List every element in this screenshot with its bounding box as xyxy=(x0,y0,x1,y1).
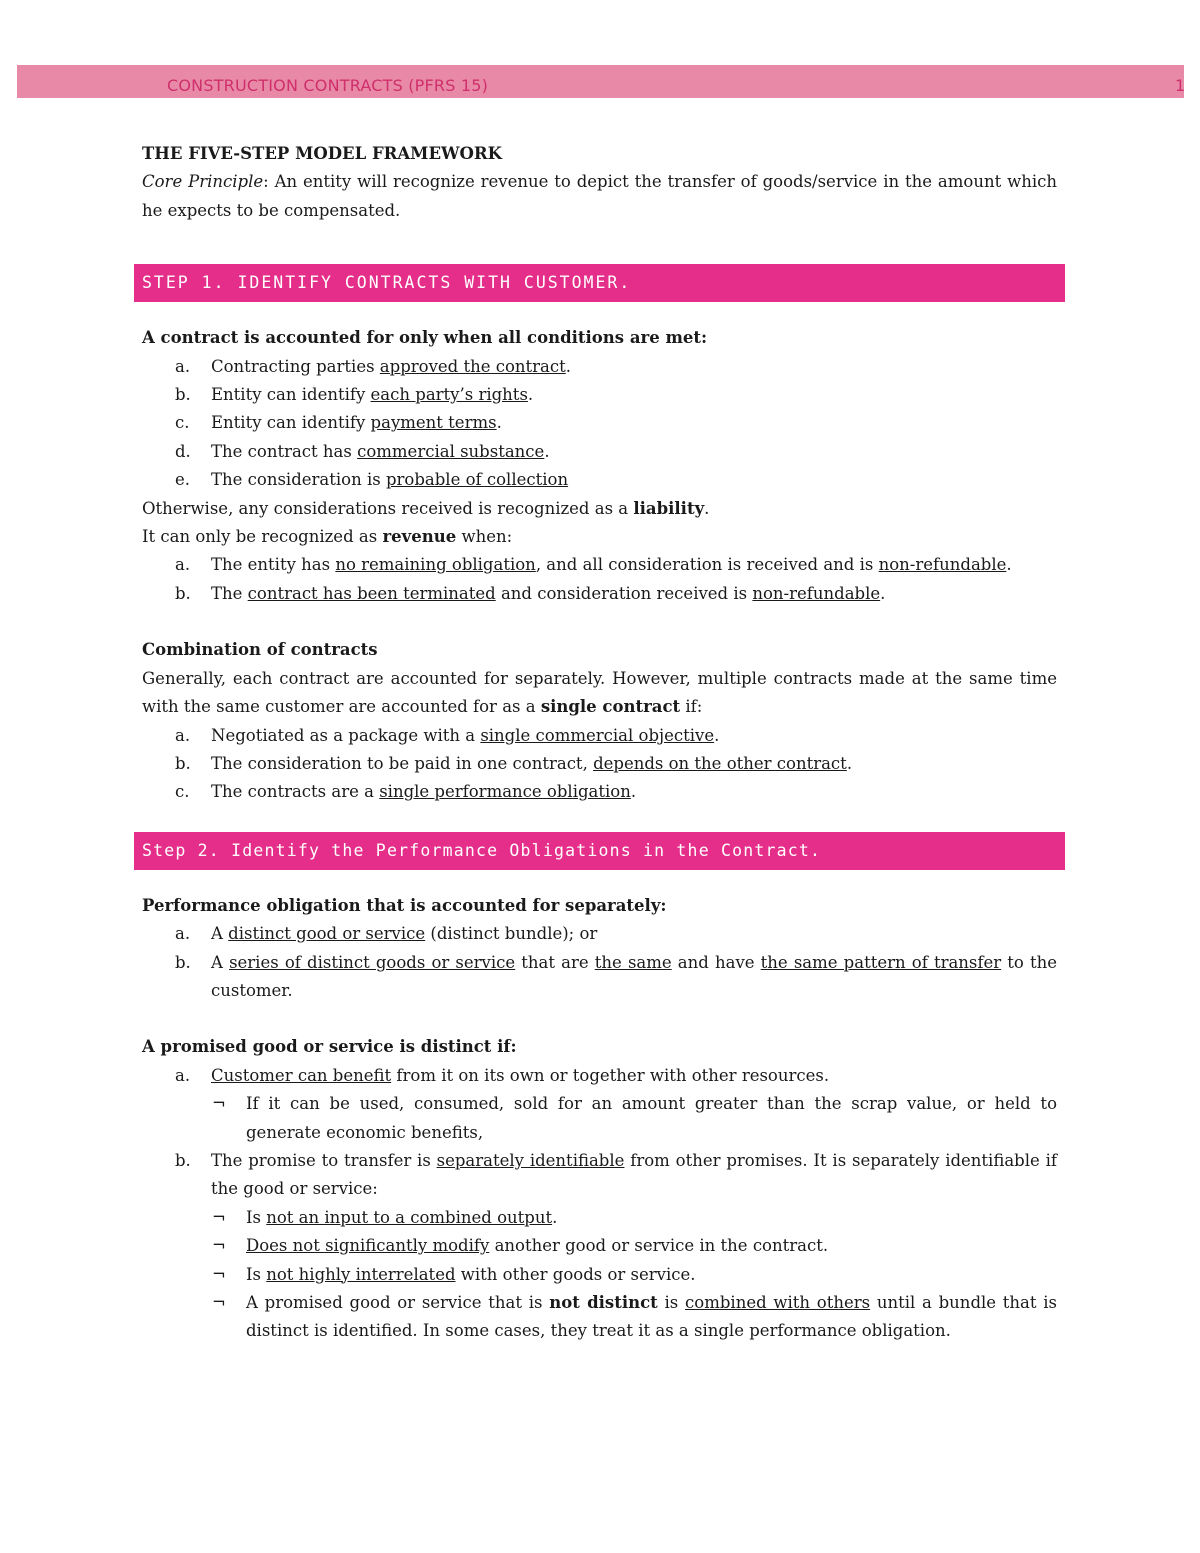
item-text: A xyxy=(211,952,230,972)
revenue-when xyxy=(142,523,1057,551)
item-text: another good or service in the contract. xyxy=(489,1236,829,1256)
item-text: from other promises. It is separately identifiable if the good or service: xyxy=(211,1150,1057,1199)
step-1-heading: STEP 1. IDENTIFY CONTRACTS WITH CUSTOMER. xyxy=(134,264,1065,302)
core-principle xyxy=(142,168,1057,225)
item-text: . xyxy=(496,413,502,433)
bold-term: not distinct xyxy=(549,1293,658,1312)
list-marker: a. xyxy=(175,1065,191,1085)
item-text: The consideration to be paid in one contract, xyxy=(211,753,594,773)
item-text: A promised good or service that is xyxy=(246,1293,550,1312)
item-text: . xyxy=(552,1207,558,1227)
item-text: that are xyxy=(515,952,595,972)
item-underlined-text: distinct good or service xyxy=(228,924,426,944)
item-underlined-text: single commercial objective xyxy=(480,725,715,745)
item-text: . xyxy=(527,385,534,405)
negation-bullet-icon: ¬ xyxy=(212,1236,226,1256)
item-text: The entity has xyxy=(211,555,336,575)
distinct-title: A promised good or service is distinct if: xyxy=(142,1037,517,1057)
po-list xyxy=(142,920,1057,1005)
paragraph-text: Generally, each contract are accounted for separately. However, multiple contracts made at the same time with the same customer are accounted for as a xyxy=(142,668,1057,717)
list-item xyxy=(142,409,1057,437)
item-underlined-text: depends on the other contract xyxy=(593,753,847,773)
item-underlined-text: each party’s rights xyxy=(370,385,528,405)
list-marker: b. xyxy=(175,952,191,972)
item-text: The contract has xyxy=(211,441,358,461)
negation-bullet-icon: ¬ xyxy=(212,1264,226,1284)
item-underlined-text: combined with others xyxy=(685,1293,871,1312)
item-text: . xyxy=(714,725,720,745)
bold-term: revenue xyxy=(382,527,457,547)
list-item xyxy=(142,580,1057,608)
list-marker: a. xyxy=(175,356,191,376)
page-number: 1 xyxy=(1175,76,1186,95)
document-header-title: CONSTRUCTION CONTRACTS (PFRS 15) xyxy=(167,76,489,95)
item-underlined-text: single performance obligation xyxy=(379,782,631,802)
list-marker: a. xyxy=(175,555,191,575)
item-underlined-text: the same xyxy=(594,952,672,972)
item-underlined-text: payment terms xyxy=(370,413,497,433)
step-2-heading: Step 2. Identify the Performance Obligations in the Contract. xyxy=(134,832,1065,870)
document-body xyxy=(142,140,1057,1346)
list-item xyxy=(142,949,1057,1006)
item-text: Contracting parties xyxy=(211,356,380,376)
item-text: The contracts are a xyxy=(211,782,380,802)
sub-list-item xyxy=(142,1204,1057,1232)
item-underlined-text: the same pattern of transfer xyxy=(760,952,1002,972)
list-marker: e. xyxy=(175,470,191,490)
item-underlined-text: separately identifiable xyxy=(436,1150,625,1170)
item-text: from it on its own or together with other resources. xyxy=(391,1065,830,1085)
item-underlined-text: not highly interrelated xyxy=(266,1264,456,1284)
item-underlined-text: non-refundable xyxy=(878,555,1007,575)
conditions-title: A contract is accounted for only when all conditions are met: xyxy=(142,328,708,348)
list-item xyxy=(142,722,1057,750)
po-title: Performance obligation that is accounted for separately: xyxy=(142,895,667,915)
bold-term: liability xyxy=(633,498,705,518)
item-text: . xyxy=(846,753,853,773)
item-text: The consideration is xyxy=(211,470,386,490)
item-text: and consideration received is xyxy=(495,583,753,603)
item-text: and have xyxy=(671,952,761,972)
item-text: , and all consideration is received and is xyxy=(535,555,879,575)
distinct-list xyxy=(142,1062,1057,1346)
core-principle-label: Core Principle xyxy=(142,172,264,192)
item-text: . xyxy=(565,356,572,376)
page-title: THE FIVE-STEP MODEL FRAMEWORK xyxy=(142,144,502,163)
sub-list-item xyxy=(142,1090,1057,1147)
list-marker: b. xyxy=(175,385,191,405)
list-marker: d. xyxy=(175,441,191,461)
item-text: . xyxy=(630,782,637,802)
paragraph-text: It can only be recognized as xyxy=(142,527,383,547)
item-text: Is xyxy=(246,1207,267,1227)
item-underlined-text: not an input to a combined output xyxy=(266,1207,553,1227)
combination-list xyxy=(142,722,1057,807)
item-underlined-text: contract has been terminated xyxy=(247,583,496,603)
paragraph-text: if: xyxy=(680,697,703,717)
list-item xyxy=(142,381,1057,409)
item-text: If it can be used, consumed, sold for an amount greater than the scrap value, or held to generate economic benefits, xyxy=(246,1094,1057,1142)
sub-list-item xyxy=(142,1289,1057,1346)
list-item xyxy=(142,551,1057,579)
item-text: Is xyxy=(246,1264,267,1284)
list-item xyxy=(142,1062,1057,1090)
list-item xyxy=(142,466,1057,494)
combination-paragraph xyxy=(142,665,1057,722)
negation-bullet-icon: ¬ xyxy=(212,1094,226,1114)
item-underlined-text: Does not significantly modify xyxy=(246,1236,490,1256)
item-text: until a bundle that is distinct is identified. In some cases, they treat it as a single performance obligation. xyxy=(246,1293,1058,1341)
item-underlined-text: series of distinct goods or service xyxy=(229,952,516,972)
paragraph-text: Otherwise, any considerations received is recognized as a xyxy=(142,498,634,518)
item-text: . xyxy=(880,583,886,603)
list-marker: b. xyxy=(175,583,191,603)
list-marker: c. xyxy=(175,413,190,433)
list-item xyxy=(142,353,1057,381)
sub-list-item xyxy=(142,1232,1057,1260)
item-text: The promise to transfer is xyxy=(211,1150,437,1170)
list-item xyxy=(142,920,1057,948)
item-text: to the customer. xyxy=(211,952,1058,1000)
item-text: with other goods or service. xyxy=(455,1264,696,1284)
item-text: Entity can identify xyxy=(211,413,371,433)
list-item xyxy=(142,438,1057,466)
item-underlined-text: no remaining obligation xyxy=(335,555,536,575)
conditions-list xyxy=(142,353,1057,495)
revenue-list xyxy=(142,551,1057,608)
bold-term: single contract xyxy=(540,697,681,717)
item-text: A xyxy=(211,924,229,944)
item-text: . xyxy=(1006,555,1012,575)
list-marker: a. xyxy=(175,924,191,944)
paragraph-text: when: xyxy=(456,527,513,547)
item-underlined-text: commercial substance xyxy=(357,441,545,461)
list-item xyxy=(142,1147,1057,1204)
list-marker: b. xyxy=(175,1150,191,1170)
otherwise-liability xyxy=(142,495,1057,523)
item-underlined-text: Customer can benefit xyxy=(211,1065,392,1085)
item-text: Entity can identify xyxy=(211,385,371,405)
item-text: is xyxy=(657,1293,686,1312)
sub-list-item xyxy=(142,1261,1057,1289)
item-text: . xyxy=(544,441,550,461)
item-underlined-text: approved the contract xyxy=(379,356,566,376)
combination-title: Combination of contracts xyxy=(142,640,378,660)
list-item xyxy=(142,750,1057,778)
item-text: The xyxy=(211,583,248,603)
list-item xyxy=(142,778,1057,806)
negation-bullet-icon: ¬ xyxy=(212,1207,226,1227)
negation-bullet-icon: ¬ xyxy=(212,1293,226,1312)
paragraph-text: . xyxy=(704,498,710,518)
item-underlined-text: probable of collection xyxy=(385,470,569,490)
list-marker: c. xyxy=(175,782,190,802)
item-underlined-text: non-refundable xyxy=(752,583,881,603)
item-text: (distinct bundle); or xyxy=(425,924,598,944)
core-principle-text: : An entity will recognize revenue to depict the transfer of goods/service in the amount which he expects to be compensated. xyxy=(142,172,1057,220)
item-text: Negotiated as a package with a xyxy=(211,725,481,745)
list-marker: a. xyxy=(175,725,191,745)
list-marker: b. xyxy=(175,753,191,773)
